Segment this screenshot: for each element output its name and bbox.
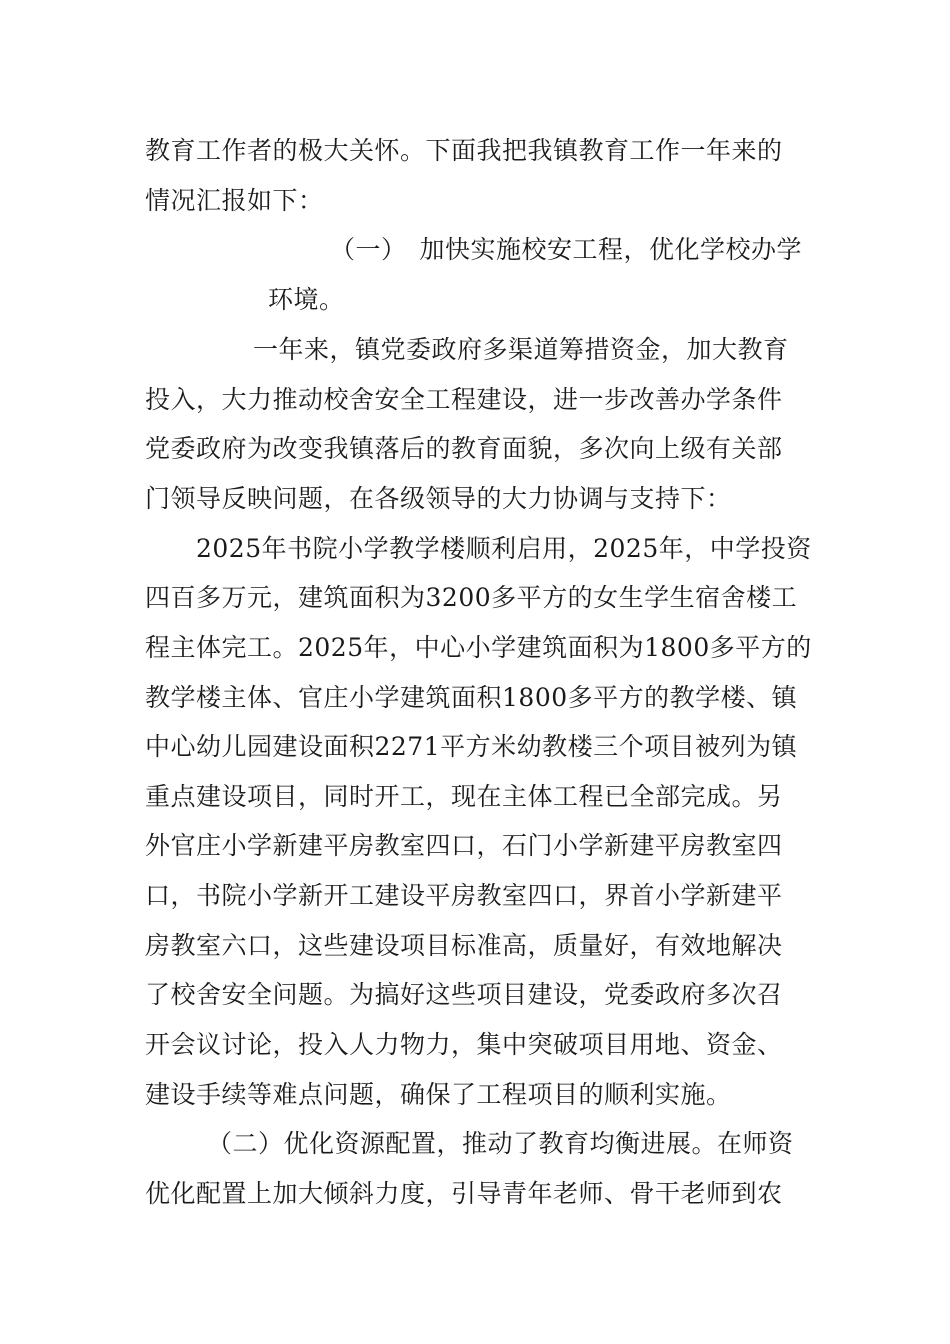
section-heading: 环境。: [268, 285, 345, 314]
text-line: 重点建设项目，同时开工，现在主体工程已全部完成。另: [145, 782, 783, 811]
text-line: 2025年书院小学教学楼顺利启用，2025年，中学投资: [196, 534, 812, 563]
text-line: 一年来，镇党委政府多渠道筹措资金，加大教育: [253, 335, 789, 364]
text-line: 四百多万元，建筑面积为3200多平方的女生学生宿舍楼工: [145, 583, 798, 612]
text-line: （二）优化资源配置，推动了教育均衡进展。在师资: [207, 1129, 794, 1158]
text-line: 房教室六口，这些建设项目标准高，质量好，有效地解决: [145, 931, 783, 960]
text-line: 优化配置上加大倾斜力度，引导青年老师、骨干老师到农: [145, 1179, 783, 1208]
section-heading: （一） 加快实施校安工程，优化学校办学: [330, 235, 803, 264]
text-line: 了校舍安全问题。为搞好这些项目建设，党委政府多次召: [145, 980, 783, 1009]
text-line: 教学楼主体、官庄小学建筑面积1800多平方的教学楼、镇: [145, 683, 798, 712]
text-line: 投入，大力推动校舍安全工程建设，进一步改善办学条件: [145, 385, 783, 414]
text-line: 中心幼儿园建设面积2271平方米幼教楼三个项目被列为镇: [145, 732, 798, 761]
text-line: 门领导反映问题，在各级领导的大力协调与支持下：: [145, 484, 732, 513]
text-line: 教育工作者的极大关怀。下面我把我镇教育工作一年来的: [145, 136, 783, 165]
text-line: 党委政府为改变我镇落后的教育面貌，多次向上级有关部: [145, 434, 783, 463]
text-line: 口，书院小学新开工建设平房教室四口，界首小学新建平: [145, 881, 783, 910]
text-line: 建设手续等难点问题，确保了工程项目的顺利实施。: [145, 1080, 732, 1109]
text-line: 情况汇报如下：: [145, 186, 324, 215]
text-line: 程主体完工。2025年，中心小学建筑面积为1800多平方的: [145, 633, 812, 662]
text-line: 外官庄小学新建平房教室四口，石门小学新建平房教室四: [145, 831, 783, 860]
text-line: 开会议讨论，投入人力物力，集中突破项目用地、资金、: [145, 1030, 783, 1059]
